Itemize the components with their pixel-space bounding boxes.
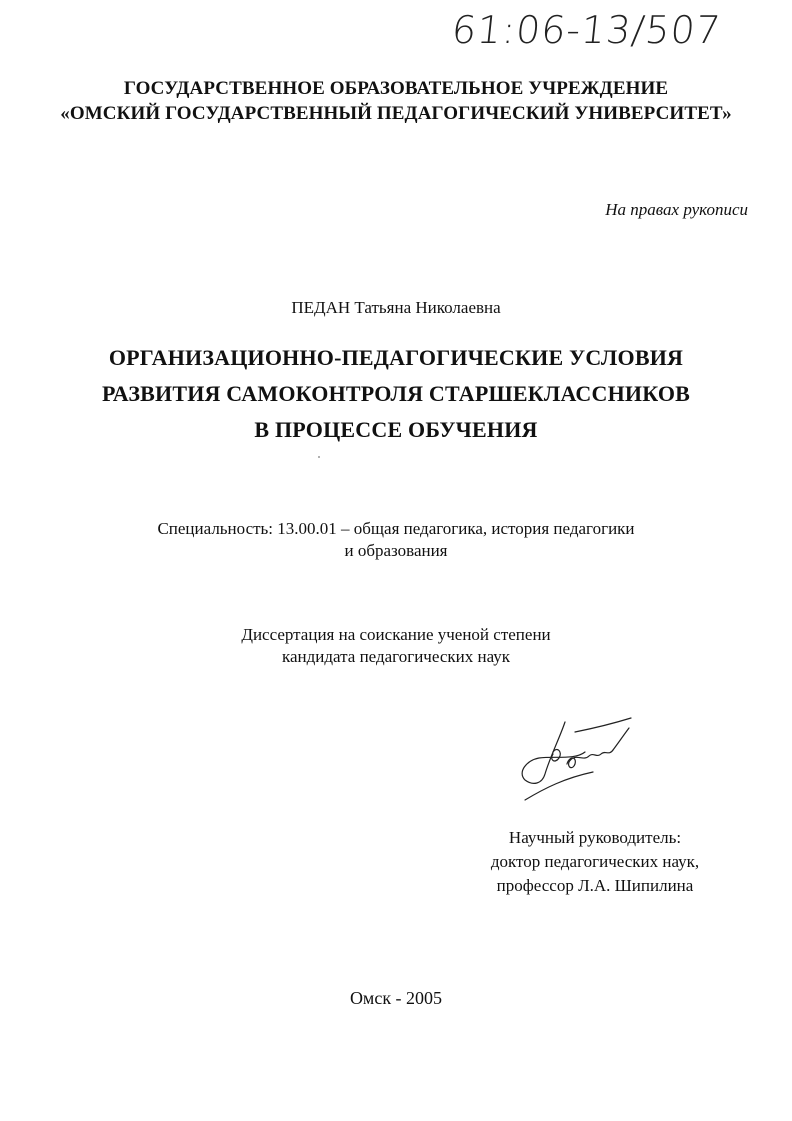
title-line-1: ОРГАНИЗАЦИОННО-ПЕДАГОГИЧЕСКИЕ УСЛОВИЯ bbox=[108, 345, 684, 370]
supervisor-line-3: профессор Л.А. Шипилина bbox=[496, 876, 694, 895]
city-year: Омск - 2005 bbox=[349, 988, 443, 1008]
institution-name bbox=[0, 76, 792, 126]
rights-note: На правах рукописи bbox=[605, 200, 748, 219]
dissertation-title bbox=[0, 340, 792, 448]
speciality-line-1: Специальность: 13.00.01 – общая педагогика, история педагогики bbox=[157, 519, 635, 538]
speciality bbox=[0, 518, 792, 562]
title-line-3: В ПРОЦЕССЕ ОБУЧЕНИЯ bbox=[254, 417, 538, 442]
handwritten-archive-number: 61:06-13/507 bbox=[449, 8, 724, 52]
author-signature bbox=[505, 712, 645, 802]
supervisor-line-2: доктор педагогических наук, bbox=[490, 852, 700, 871]
degree-statement bbox=[0, 624, 792, 668]
author-name: ПЕДАН Татьяна Николаевна bbox=[291, 298, 501, 317]
title-line-2: РАЗВИТИЯ САМОКОНТРОЛЯ СТАРШЕКЛАССНИКОВ bbox=[101, 381, 691, 406]
degree-line-1: Диссертация на соискание ученой степени bbox=[241, 625, 551, 644]
speciality-line-2: и образования bbox=[344, 541, 448, 560]
scan-speck bbox=[318, 456, 320, 458]
scientific-supervisor bbox=[470, 826, 720, 898]
degree-line-2: кандидата педагогических наук bbox=[281, 647, 511, 666]
supervisor-line-1: Научный руководитель: bbox=[508, 828, 682, 847]
institution-line-2: «ОМСКИЙ ГОСУДАРСТВЕННЫЙ ПЕДАГОГИЧЕСКИЙ УНИВЕРСИТЕТ» bbox=[60, 103, 732, 124]
institution-line-1: ГОСУДАРСТВЕННОЕ ОБРАЗОВАТЕЛЬНОЕ УЧРЕЖДЕНИЕ bbox=[123, 78, 669, 99]
